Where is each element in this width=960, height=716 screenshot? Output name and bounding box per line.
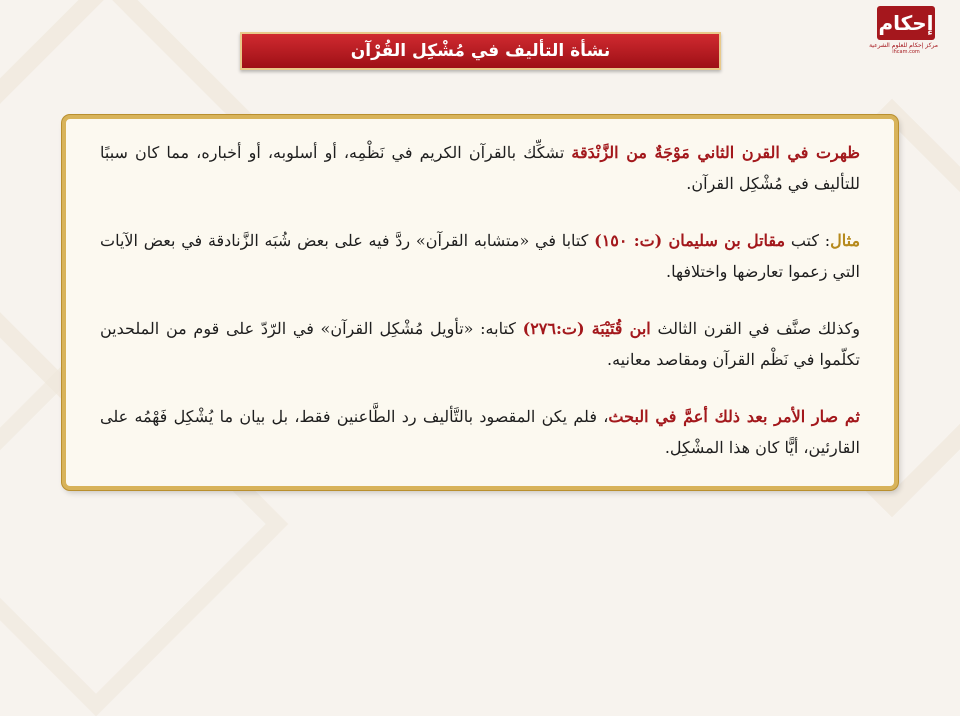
slide-title: نشأة التأليف في مُشْكِل القُرْآن (350, 41, 611, 61)
example-label: مثال (830, 231, 861, 250)
logo-mark (877, 6, 935, 40)
paragraph-2-name: مقاتل بن سليمان (ت: ١٥٠) (594, 231, 786, 250)
paragraph-1-text: تشكِّك بالقرآن الكريم في نَظْمِه، أو أسلوبه، أو أخباره، مما كان سببًا للتأليف في مُشْكِل القرآن. (100, 143, 860, 193)
paragraph-3-prefix: وكذلك صنَّف في القرن الثالث (650, 319, 861, 338)
paragraph-1-lead: ظهرت في القرن الثاني مَوْجَةٌ من الزَّنْدَقة (571, 143, 860, 162)
logo-mark-text: إحكام (878, 11, 934, 35)
logo (869, 6, 938, 62)
paragraph-1 (100, 137, 860, 199)
paragraph-4 (100, 401, 860, 463)
logo-subtitle: مركز إحكام للعلوم الشرعية (869, 42, 938, 49)
content-card (62, 115, 898, 490)
paragraph-3 (100, 313, 860, 375)
paragraph-3-text: كتابه: «تأويل مُشْكِل القرآن» في الرّدّ على قوم من الملحدين تكلّموا في نَظْم القرآن ومقاصد معانيه. (100, 319, 860, 369)
paragraph-3-name: ابن قُتَيْبَة (ت:٢٧٦) (522, 319, 651, 338)
logo-domain: ihcam.com (892, 49, 920, 55)
paragraph-4-text: ، فلم يكن المقصود بالتَّأليف رد الطَّاعنين فقط، بل بيان ما يُشْكِل فَهْمُه على القارئين، أيًّا كان هذا المشْكِل. (100, 407, 860, 457)
paragraph-4-lead: ثم صار الأمر بعد ذلك أعمَّ في البحث (608, 407, 860, 426)
example-label-suffix: : كتب (785, 231, 831, 250)
slide-title-bar (240, 32, 721, 70)
paragraph-2 (100, 225, 860, 287)
paragraph-2-text: كتابا في «متشابه القرآن» ردَّ فيه على بعض شُبَه الزَّنادقة في بعض الآيات التي زعموا تعارضها واختلافها. (100, 231, 860, 281)
